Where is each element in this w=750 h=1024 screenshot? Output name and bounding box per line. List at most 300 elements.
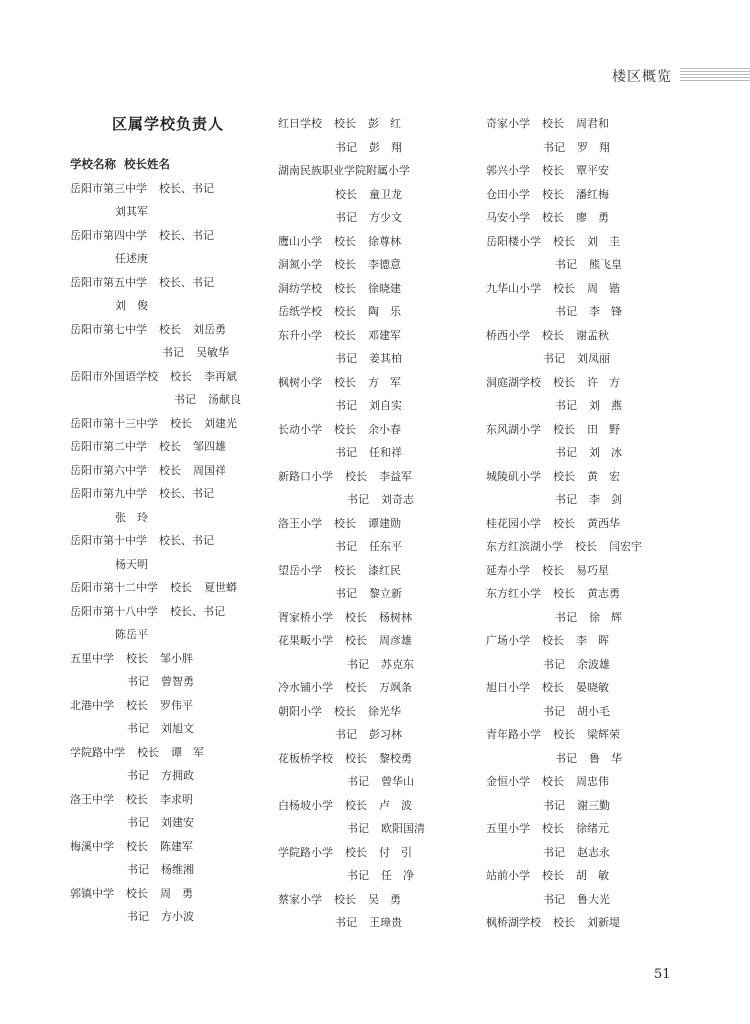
directory-text: 方拥政 [161,769,194,782]
directory-text: 书记 [335,540,357,553]
directory-text: 书记 [174,393,196,406]
directory-text: 周忠伟 [576,775,609,788]
directory-line [278,112,478,136]
directory-text: 黄西华 [587,516,620,530]
directory-text: 校长 [345,798,367,812]
directory-text: 新路口小学 [278,469,333,483]
directory-line [486,817,706,841]
directory-text: 黄志勇 [587,587,620,600]
directory-text: 校长 [553,587,575,600]
directory-text: 金恒小学 [486,775,530,788]
directory-line [486,700,706,724]
directory-text: 校长 [553,916,575,929]
page-number: 51 [654,967,671,982]
directory-line [70,858,270,882]
directory-text: 李 剑 [589,493,622,506]
directory-text: 胡 敏 [576,869,609,882]
directory-line [278,817,478,841]
directory-text: 五里中学 [70,651,114,665]
directory-text: 校长、书记 [159,228,214,242]
directory-line [278,394,478,418]
directory-text: 岳阳市第二中学 [70,440,147,453]
directory-text: 曾华山 [381,775,414,788]
entries-list [486,112,706,935]
directory-line [70,694,270,718]
directory-text: 校长 [345,634,367,647]
directory-line [486,230,706,254]
directory-text: 北港中学 [70,698,114,712]
directory-text: 岳阳市第五中学 [70,275,147,289]
directory-line [278,159,478,183]
directory-line [278,911,478,935]
directory-text: 吴敏华 [196,346,229,359]
directory-text: 广场小学 [486,634,530,647]
directory-text: 李再斌 [204,369,237,383]
directory-text: 潘红梅 [576,187,609,201]
directory-line [278,653,478,677]
directory-text: 刘奇志 [381,493,414,506]
directory-text: 姜其柏 [369,352,402,365]
directory-text: 王璋贵 [369,916,402,929]
directory-line [70,271,270,295]
directory-text: 书记 [127,910,149,923]
directory-line [70,623,270,647]
directory-line [70,247,270,271]
directory-line [278,794,478,818]
directory-text: 吴 勇 [368,892,401,906]
directory-text: 曾智勇 [161,675,194,688]
directory-text: 校长 [170,369,192,383]
directory-text: 覃平安 [576,164,609,177]
entries-list [278,112,478,935]
directory-text: 刘岳勇 [193,322,226,336]
directory-line [486,770,706,794]
directory-line [70,600,270,624]
directory-line [486,112,706,136]
directory-text: 长动小学 [278,422,322,436]
directory-line [70,482,270,506]
directory-text: 邹四雄 [193,440,226,453]
directory-text: 张 玲 [115,510,148,524]
directory-line [70,388,270,412]
directory-line [70,294,270,318]
directory-line [70,200,270,224]
directory-text: 书记 [335,587,357,600]
directory-line [278,300,478,324]
directory-line [70,905,270,929]
header-decorative-lines [680,68,750,82]
directory-text: 校长 [553,375,575,389]
directory-text: 徐尊林 [368,234,401,248]
directory-line [70,553,270,577]
directory-text: 岳阳市第九中学 [70,487,147,500]
directory-line [486,864,706,888]
directory-line [70,365,270,389]
directory-text: 书记 [347,822,369,835]
directory-text: 书记 [543,798,565,812]
directory-line [278,512,478,536]
directory-text: 杨天明 [115,557,148,571]
directory-text: 书记 [555,493,577,506]
directory-text: 岳阳市第十二中学 [70,581,158,594]
directory-text: 苏克东 [381,657,414,671]
directory-text: 岳阳市第七中学 [70,322,147,336]
directory-text: 书记 [555,399,577,412]
directory-text: 校长 [542,164,564,177]
directory-text: 刘 圭 [587,234,620,248]
directory-text: 周 锴 [587,281,620,295]
directory-text: 周君和 [576,117,609,130]
directory-text: 陶 乐 [368,305,401,318]
directory-text: 书记 [555,446,577,459]
directory-text: 校长 [553,728,575,741]
directory-text: 彭 红 [368,117,401,130]
directory-text: 鲁 华 [589,751,622,765]
directory-text: 校长、书记 [159,487,214,500]
entries-list [70,177,270,929]
directory-text: 花板桥学校 [278,751,333,765]
directory-text: 奇家小学 [486,117,530,130]
directory-text: 校长 [334,117,356,130]
directory-line [278,582,478,606]
directory-line [486,206,706,230]
directory-text: 校长 [553,234,575,248]
directory-line [70,529,270,553]
directory-text: 徐 辉 [589,610,622,624]
directory-text: 桂花园小学 [486,516,541,530]
directory-text: 岳纸学校 [278,305,322,318]
directory-line [486,606,706,630]
directory-line [486,723,706,747]
directory-text: 书记 [543,704,565,718]
directory-line [70,224,270,248]
directory-text: 岳阳市第三中学 [70,181,147,195]
directory-line [70,506,270,530]
directory-text: 校长 [334,422,356,436]
directory-text: 书记 [335,140,357,154]
directory-text: 任东平 [369,540,402,553]
directory-line [278,535,478,559]
directory-line [278,488,478,512]
directory-line [486,183,706,207]
directory-text: 夏世蟒 [204,581,237,594]
directory-line [70,882,270,906]
directory-text: 校长 [334,563,356,577]
directory-line [278,277,478,301]
directory-text: 书记 [555,610,577,624]
directory-text: 任和祥 [369,446,402,459]
directory-text: 刘旭文 [161,722,194,735]
directory-text: 站前小学 [486,869,530,882]
column-3 [486,112,706,935]
directory-line [486,159,706,183]
directory-text: 田 野 [587,422,620,436]
directory-text: 余小春 [368,422,401,436]
directory-line [70,764,270,788]
directory-text: 青年路小学 [486,728,541,741]
directory-text: 书记 [127,863,149,876]
directory-text: 罗 翔 [577,140,610,154]
directory-text: 书记 [127,769,149,782]
directory-text: 校长 [334,258,356,271]
directory-text: 胥家桥小学 [278,610,333,624]
directory-text: 校长 [170,581,192,594]
directory-text: 李 晖 [576,634,609,647]
directory-text: 书记 [555,258,577,271]
directory-text: 旭日小学 [486,681,530,694]
directory-line [486,888,706,912]
directory-text: 黎立新 [369,587,402,600]
directory-text: 校长 [335,187,357,201]
directory-text: 校长、书记 [159,534,214,547]
directory-text: 徐光华 [368,704,401,718]
directory-line [278,770,478,794]
directory-line [70,670,270,694]
directory-line [486,629,706,653]
directory-line [486,911,706,935]
directory-line [486,441,706,465]
directory-line [278,606,478,630]
directory-text: 校长 [126,698,148,712]
directory-text: 闫宏宇 [609,540,642,553]
directory-text: 汤献良 [208,393,241,406]
directory-text: 校长 [170,416,192,430]
directory-text: 桥西小学 [486,328,530,342]
directory-text: 五里小学 [486,822,530,835]
directory-text: 陈建军 [160,839,193,853]
directory-line [70,811,270,835]
directory-text: 仓田小学 [486,187,530,201]
directory-text: 岳阳市第十八中学 [70,604,158,618]
directory-text: 胡小毛 [577,704,610,718]
directory-line [70,341,270,365]
directory-text: 刘新堤 [587,916,620,929]
directory-text: 童卫龙 [369,187,402,201]
directory-text: 花果畈小学 [278,634,333,647]
directory-text: 鹰山小学 [278,234,322,248]
directory-text: 书记 [347,493,369,506]
directory-text: 东方红小学 [486,587,541,600]
directory-line [278,253,478,277]
directory-text: 书记 [335,399,357,412]
column-2 [278,112,478,935]
directory-line [70,318,270,342]
directory-text: 书记 [555,305,577,318]
directory-line [486,535,706,559]
directory-text: 谭 军 [171,745,204,759]
directory-text: 余波雄 [577,657,610,671]
directory-text: 刘 燕 [589,399,622,412]
directory-text: 任 净 [381,869,414,882]
directory-line [70,788,270,812]
directory-text: 周彦雄 [379,634,412,647]
directory-line [486,465,706,489]
directory-text: 徐绪元 [576,822,609,835]
directory-text: 洞纺学校 [278,281,322,295]
directory-line [486,488,706,512]
directory-text: 岳阳市外国语学校 [70,369,158,383]
directory-line [486,253,706,277]
column-header-principal: 校长姓名 [124,157,170,171]
directory-text: 湖南民族职业学院附属小学 [278,164,410,177]
directory-line [278,864,478,888]
directory-text: 校长 [345,469,367,483]
directory-line [70,835,270,859]
directory-text: 陈岳平 [115,628,148,641]
directory-text: 校长 [553,516,575,530]
column-header [70,153,270,177]
directory-line [486,394,706,418]
directory-text: 罗伟平 [160,698,193,712]
directory-line [486,136,706,160]
directory-text: 校长 [345,845,367,859]
directory-text: 鲁大光 [577,892,610,906]
directory-text: 书记 [543,845,565,859]
directory-line [70,459,270,483]
directory-text: 枫桥湖学校 [486,916,541,929]
directory-text: 岳阳市第六中学 [70,463,147,477]
directory-text: 周国祥 [193,463,226,477]
directory-text: 刘建光 [204,416,237,430]
directory-line [70,177,270,201]
directory-text: 校长 [159,463,181,477]
directory-text: 刘 俊 [115,299,148,312]
directory-text: 校长 [542,869,564,882]
directory-line [278,324,478,348]
directory-text: 书记 [335,446,357,459]
directory-line [70,412,270,436]
directory-line [486,300,706,324]
directory-text: 赵志永 [577,845,610,859]
directory-text: 延寿小学 [486,563,530,577]
directory-text: 校长 [542,187,564,201]
directory-text: 书记 [127,816,149,829]
directory-text: 黎校勇 [379,751,412,765]
directory-text: 校长 [542,775,564,788]
directory-text: 书记 [127,722,149,735]
directory-line [278,136,478,160]
directory-text: 校长 [159,322,181,336]
directory-line [278,676,478,700]
directory-line [70,576,270,600]
directory-text: 东方红滨湖小学 [486,540,563,553]
directory-line [278,841,478,865]
directory-text: 万飒条 [379,681,412,694]
directory-line [486,582,706,606]
directory-line [486,418,706,442]
directory-text: 杨维湘 [161,863,194,876]
directory-text: 岳阳市第十中学 [70,534,147,547]
directory-line [278,347,478,371]
directory-text: 校长 [334,892,356,906]
directory-text: 洞庭湖学校 [486,375,541,389]
directory-text: 校长 [137,745,159,759]
directory-text: 校长 [334,704,356,718]
directory-text: 洛王中学 [70,792,114,806]
directory-text: 刘建安 [161,816,194,829]
directory-text: 校长 [345,610,367,624]
directory-text: 九华山小学 [486,281,541,295]
column-1 [70,112,270,929]
directory-line [486,559,706,583]
directory-text: 校长 [542,681,564,694]
directory-text: 邹小胖 [160,651,193,665]
directory-text: 校长 [542,117,564,130]
directory-text: 校长、书记 [159,181,214,195]
directory-line [278,723,478,747]
directory-text: 洛王小学 [278,516,322,530]
directory-text: 书记 [347,657,369,671]
directory-text: 邓建军 [368,328,401,342]
directory-text: 李 锋 [589,305,622,318]
directory-line [70,717,270,741]
directory-text: 彭习林 [369,728,402,741]
directory-line [486,324,706,348]
directory-line [278,629,478,653]
directory-line [70,741,270,765]
directory-text: 岳阳市第十三中学 [70,416,158,430]
column-header-school: 学校名称 [70,157,116,171]
directory-line [278,183,478,207]
directory-text: 方小波 [161,910,194,923]
directory-line [486,277,706,301]
page-title: 区属学校负责人 [112,115,225,133]
directory-text: 校长 [334,375,356,389]
directory-text: 校长 [334,328,356,342]
directory-text: 晏晓敏 [576,681,609,694]
directory-text: 书记 [335,728,357,741]
directory-line [278,559,478,583]
directory-text: 岳阳市第四中学 [70,228,147,242]
directory-text: 马安小学 [486,211,530,224]
directory-text: 校长 [542,328,564,342]
directory-line [278,371,478,395]
directory-text: 校长 [126,792,148,806]
directory-text: 书记 [162,346,184,359]
directory-text: 书记 [335,916,357,929]
directory-text: 书记 [347,869,369,882]
directory-text: 校长 [159,440,181,453]
directory-text: 书记 [127,675,149,688]
directory-text: 谭建勋 [368,516,401,530]
directory-text: 书记 [335,211,357,224]
directory-text: 方少文 [369,211,402,224]
directory-text: 书记 [555,751,577,765]
directory-text: 廖 勇 [576,211,609,224]
directory-text: 书记 [543,657,565,671]
directory-line [278,465,478,489]
directory-text: 卢 波 [379,798,412,812]
directory-text: 校长 [542,822,564,835]
directory-text: 校长 [542,634,564,647]
directory-text: 李求明 [160,792,193,806]
directory-text: 刘凤丽 [577,352,610,365]
directory-text: 任述庚 [115,252,148,265]
directory-line [278,700,478,724]
directory-text: 郭兴小学 [486,164,530,177]
directory-text: 彭 翔 [369,140,402,154]
directory-text: 校长、书记 [159,275,214,289]
directory-text: 李德意 [368,258,401,271]
directory-text: 书记 [543,352,565,365]
directory-text: 熊飞皇 [589,258,622,271]
directory-text: 洞氮小学 [278,258,322,271]
directory-text: 学院路中学 [70,745,125,759]
directory-text: 梁辉荣 [587,728,620,741]
directory-line [486,347,706,371]
directory-text: 校长 [126,839,148,853]
directory-text: 易巧星 [576,563,609,577]
